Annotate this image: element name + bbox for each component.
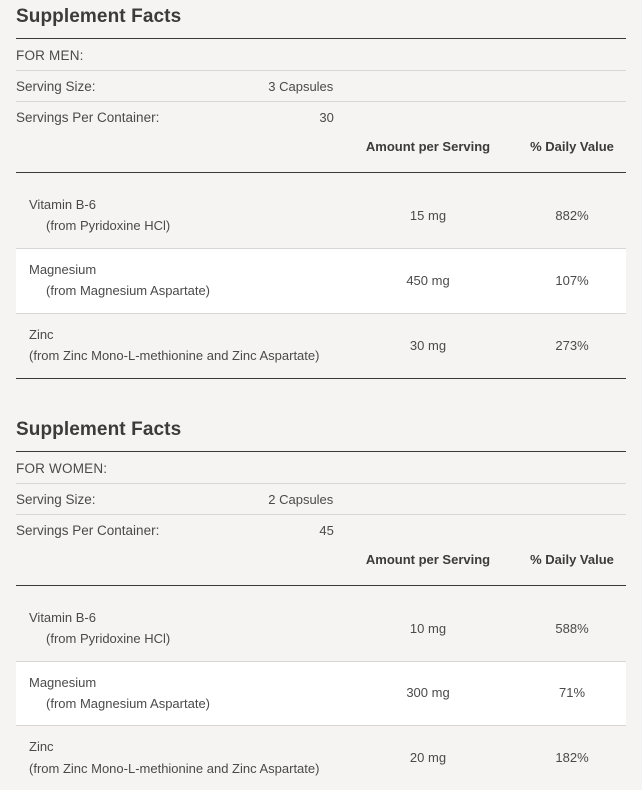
serving-size-label-men: Serving Size: [16,79,96,94]
nutrient-daily-value: 107% [518,249,626,313]
supplement-facts-panel-men [16,0,626,379]
servings-per-container-label-women: Servings Per Container: [16,522,160,538]
table-header-rule-women [16,575,626,597]
nutrient-name-cell [16,662,338,726]
table-row [16,662,626,726]
column-header-amount-men: Amount per Serving [365,139,491,154]
facts-table-men [16,132,626,378]
nutrient-daily-value: 182% [555,750,589,766]
divider-table-bottom-men [16,378,626,379]
serving-size-row-men [16,71,626,101]
servings-per-container-label-men: Servings Per Container: [16,110,160,125]
nutrient-amount: 15 mg [409,207,447,223]
nutrient-source: (from Pyridoxine HCl) [46,218,171,234]
nutrient-source: (from Zinc Mono-L-methionine and Zinc Aspartate) [29,760,320,776]
nutrient-name-cell [16,597,338,661]
nutrient-source: (from Pyridoxine HCl) [46,631,171,647]
nutrient-daily-value: 882% [555,207,589,223]
column-header-amount-women: Amount per Serving [365,551,491,567]
nutrient-name-cell [16,726,338,790]
nutrient-name-cell [16,184,338,248]
divider-header-line-men [16,172,626,173]
facts-table-women [16,545,626,790]
column-header-blank-men [16,132,338,162]
nutrient-name: Zinc [29,739,54,755]
nutrient-name: Vitamin B-6 [29,197,96,212]
nutrient-daily-value: 588% [555,620,589,636]
nutrient-amount: 450 mg [338,249,518,313]
servings-per-container-row-women [16,515,626,545]
nutrient-name: Vitamin B-6 [29,609,96,625]
supplement-facts-panel-women [16,413,626,790]
serving-size-label-women: Serving Size: [16,491,96,507]
servings-per-container-value-men: 30 [319,110,334,125]
divider-header-women [16,575,626,597]
audience-label-men: FOR MEN: [16,48,84,63]
page-title-men: Supplement Facts [16,6,182,27]
column-header-daily-value-women: % Daily Value [530,551,614,567]
audience-label-women: FOR WOMEN: [16,460,108,476]
column-header-daily-value-men: % Daily Value [530,139,614,154]
nutrient-name: Magnesium [29,261,97,277]
serving-size-value-women: 2 Capsules [268,491,334,507]
nutrient-source: (from Magnesium Aspartate) [46,283,211,299]
servings-per-container-row-men [16,102,626,132]
divider-header-line-women [16,585,626,586]
table-row [16,314,626,378]
serving-size-value-men: 3 Capsules [268,79,334,94]
table-row [16,726,626,790]
nutrient-amount: 10 mg [409,620,447,636]
table-row [16,597,626,661]
table-header-row-men [16,132,626,162]
nutrient-name-cell [16,249,338,313]
table-header-rule-men [16,162,626,184]
divider-header-men [16,162,626,184]
nutrient-amount: 300 mg [338,662,518,726]
nutrient-name: Magnesium [29,674,97,690]
table-row [16,184,626,248]
nutrient-daily-value: 273% [555,337,589,353]
nutrient-daily-value: 71% [518,662,626,726]
nutrient-source: (from Zinc Mono-L-methionine and Zinc Aspartate) [29,348,320,364]
serving-size-row-women [16,484,626,514]
servings-per-container-value-women: 45 [319,522,334,538]
nutrient-amount: 20 mg [409,750,447,766]
nutrient-name-cell [16,314,338,378]
table-header-row-women [16,545,626,575]
nutrient-amount: 30 mg [409,337,447,353]
column-header-blank-women [16,545,338,575]
nutrient-source: (from Magnesium Aspartate) [46,695,211,711]
table-row [16,249,626,313]
page-title-women: Supplement Facts [16,418,182,440]
nutrient-name: Zinc [29,326,54,342]
